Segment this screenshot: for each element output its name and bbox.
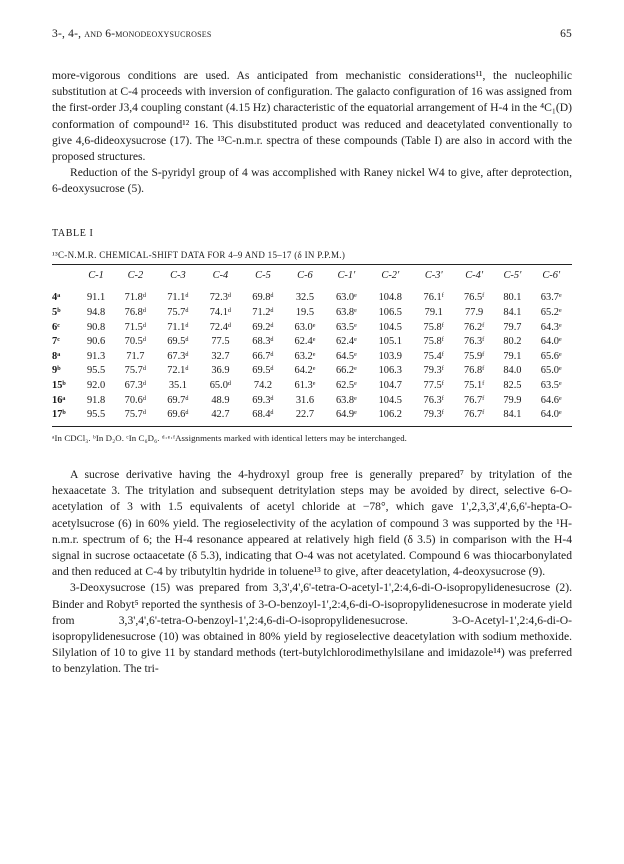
shift-cell: 63.2ᵉ (294, 350, 316, 362)
shift-cell: 70.5ᵈ (124, 336, 147, 348)
column-header: C-6 (297, 269, 313, 281)
shift-cell: 68.3ᵈ (252, 336, 274, 348)
shift-cell: 42.7 (211, 409, 230, 421)
shift-cell: 75.8ᶠ (423, 336, 444, 348)
shift-cell: 82.5 (503, 379, 522, 391)
shift-cell: 63.0ᵉ (294, 321, 316, 333)
shift-cell: 79.1 (424, 307, 443, 319)
shift-cell: 66.7ᵈ (252, 350, 274, 362)
shift-cell: 74.2 (253, 379, 273, 391)
shift-cell: 64.6ᵉ (540, 394, 562, 406)
shift-cell: 94.8 (86, 307, 106, 319)
column-header: C-4' (465, 269, 484, 281)
running-head (52, 28, 572, 46)
shift-cell: 70.6ᵈ (124, 394, 147, 406)
shift-cell: 71.5ᵈ (124, 321, 147, 333)
column-header: C-2 (127, 269, 144, 281)
compound-cell: 8ᵃ (52, 350, 61, 362)
shift-cell: 79.1 (503, 350, 522, 362)
shift-cell: 19.5 (295, 307, 315, 319)
shift-cell: 63.0ᵉ (335, 292, 357, 304)
compound-cell: 9ᵇ (52, 365, 61, 377)
shift-cell: 104.5 (378, 394, 402, 406)
shift-cell: 76.3ᶠ (463, 336, 485, 348)
table-body (52, 286, 572, 426)
shift-cell: 84.1 (503, 307, 522, 319)
shift-cell: 64.9ᵉ (335, 409, 357, 421)
shift-cell: 76.8ᵈ (124, 307, 147, 319)
shift-cell: 65.0ᵉ (540, 365, 562, 377)
shift-cell: 79.3ᶠ (423, 365, 444, 377)
column-header: C-5' (503, 269, 522, 281)
shift-cell: 84.0 (503, 365, 522, 377)
shift-cell: 75.8ᶠ (423, 321, 444, 333)
shift-cell: 67.3ᵈ (124, 379, 147, 391)
column-header: C-4 (212, 269, 229, 281)
shift-cell: 71.1ᵈ (167, 292, 189, 304)
table-row (52, 378, 572, 393)
shift-cell: 69.3ᵈ (252, 394, 274, 406)
shift-cell: 69.6ᵈ (167, 409, 189, 421)
shift-cell: 69.5ᵈ (167, 336, 189, 348)
shift-cell: 90.6 (86, 336, 106, 348)
shift-cell: 31.6 (295, 394, 315, 406)
paragraph: A sucrose derivative having the 4-hydroxyl group free is generally prepared⁷ by tritylation of the hexaacetate 3. The tritylation and subsequent detritylation steps may be avoided by direct, selective 6-O-acetylation of 3 with 1.5 equivalents of acetyl chloride at −78°, which gave 1',2,3,3',4',6,6'-hepta-O-acetylsucrose (6) in 60% yield. The regioselectivity of the acylation of compound 3 was supported by the ¹H-n.m.r. spectrum of 6; the H-4 resonance appeared at relatively high field (δ 3.5) in comparison with the H-4 signal in sucrose octaacetate (δ 5.3), indicating that O-4 was not acetylated. Compound 6 was thiocarbonylated and then reduced at C-4 by tributyltin hydride in toluene¹³ to give, after deacetylation, 4-deoxysucrose (9). (52, 467, 572, 579)
shift-cell: 48.9 (211, 394, 230, 406)
shift-cell: 63.7ᵉ (540, 292, 562, 304)
shift-cell: 106.5 (378, 307, 402, 319)
shift-cell: 75.7ᵈ (167, 307, 189, 319)
table-row (52, 320, 572, 335)
page-number: 65 (560, 28, 572, 40)
shift-cell: 104.8 (378, 292, 402, 304)
shift-cell: 84.1 (503, 409, 522, 421)
table-footnote: ᵃIn CDCl₃. ᵇIn D₂O. ᶜIn C₆D₆. ᵈ·ᵉ·ᶠAssignments marked with identical letters may be interchanged. (52, 432, 407, 443)
column-header: C-5 (255, 269, 271, 281)
shift-cell: 36.9 (211, 365, 230, 377)
table-row (52, 305, 572, 320)
shift-cell: 92.0 (86, 379, 106, 391)
shift-cell: 75.1ᶠ (463, 379, 485, 391)
column-header: C-1 (88, 269, 104, 281)
column-header: C-3 (170, 269, 186, 281)
shift-cell: 61.3ᵉ (294, 379, 316, 391)
shift-cell: 80.2 (503, 336, 522, 348)
shift-cell: 62.5ᵉ (335, 379, 357, 391)
shift-cell: 104.7 (378, 379, 402, 391)
shift-cell: 80.1 (503, 292, 522, 304)
shift-cell: 69.2ᵈ (252, 321, 274, 333)
shift-cell: 63.5ᵉ (335, 321, 357, 333)
shift-cell: 66.2ᵉ (335, 365, 357, 377)
shift-cell: 69.8ᵈ (252, 292, 274, 304)
table-row (52, 286, 572, 306)
shift-cell: 104.5 (378, 321, 402, 333)
column-header: C-3' (424, 269, 443, 281)
shift-cell: 64.0ᵉ (540, 409, 562, 421)
shift-cell: 68.4ᵈ (252, 409, 274, 421)
compound-cell: 17ᵇ (52, 409, 66, 421)
shift-cell: 74.1ᵈ (209, 307, 232, 319)
shift-cell: 79.3ᶠ (423, 409, 444, 421)
shift-cell: 62.4ᵉ (335, 336, 357, 348)
shift-cell: 76.5ᶠ (463, 292, 485, 304)
column-header-compound (52, 265, 78, 286)
shift-cell: 76.7ᶠ (463, 409, 485, 421)
shift-cell: 75.9ᶠ (463, 350, 485, 362)
compound-cell: 4ᵃ (52, 292, 61, 304)
chemical-shift-table (52, 265, 572, 426)
shift-cell: 62.4ᵉ (294, 336, 316, 348)
shift-cell: 69.7ᵈ (167, 394, 189, 406)
compound-cell: 15ᵇ (52, 379, 66, 391)
shift-cell: 91.1 (86, 292, 106, 304)
shift-cell: 64.5ᵉ (335, 350, 357, 362)
body-text (52, 467, 572, 678)
shift-cell: 76.2ᶠ (463, 321, 485, 333)
paragraph: more-vigorous conditions are used. As anticipated from mechanistic considerations¹¹, the nucleophilic substitution at C-4 proceeds with inversion of configuration. The galacto configuration of 16 was assigned from the first-order J3,4 coupling constant (4.15 Hz) characteristic of the equatorial arrangement of H-4 in the ⁴C₁(D) conformation of compound¹² 16. This disubstituted product was reduced and deacetylated conventionally to give 4,6-dideoxysucrose (17). The ¹³C-n.m.r. spectra of these compounds (Table I) are also in accord with the proposed structures. (52, 69, 572, 164)
shift-cell: 90.8 (86, 321, 106, 333)
table-label: TABLE I (52, 227, 94, 239)
shift-cell: 72.1ᵈ (167, 365, 189, 377)
shift-cell: 77.5ᶠ (423, 379, 444, 391)
shift-cell: 76.3ᶠ (423, 394, 444, 406)
shift-cell: 95.5 (86, 409, 106, 421)
shift-cell: 69.5ᵈ (252, 365, 274, 377)
shift-cell: 71.2ᵈ (252, 307, 274, 319)
shift-cell: 71.1ᵈ (167, 321, 189, 333)
shift-cell: 63.5ᵉ (540, 379, 562, 391)
shift-cell: 63.8ᵉ (335, 307, 357, 319)
paragraph: Reduction of the S-pyridyl group of 4 was accomplished with Raney nickel W4 to give, after deprotection, 6-deoxysucrose (5). (52, 166, 572, 196)
shift-cell: 91.3 (86, 350, 106, 362)
compound-cell: 7ᶜ (52, 336, 60, 348)
shift-cell: 64.2ᵉ (294, 365, 316, 377)
shift-cell: 103.9 (378, 350, 402, 362)
compound-cell: 16ᵃ (52, 394, 66, 406)
shift-cell: 75.4ᶠ (423, 350, 444, 362)
shift-cell: 76.7ᶠ (463, 394, 485, 406)
shift-cell: 76.1ᶠ (423, 292, 444, 304)
shift-cell: 22.7 (295, 409, 315, 421)
shift-cell: 91.8 (86, 394, 106, 406)
table-row (52, 349, 572, 364)
table-row (52, 393, 572, 408)
shift-cell: 105.1 (378, 336, 402, 348)
compound-cell: 6ᶜ (52, 321, 60, 333)
shift-cell: 77.9 (465, 307, 484, 319)
shift-cell: 79.9 (503, 394, 522, 406)
shift-cell: 72.4ᵈ (209, 321, 232, 333)
table-rule-bottom (52, 426, 572, 427)
shift-cell: 77.5 (211, 336, 230, 348)
shift-cell: 65.2ᵉ (540, 307, 562, 319)
shift-cell: 106.2 (378, 409, 402, 421)
shift-cell: 79.7 (503, 321, 522, 333)
table-row (52, 334, 572, 349)
column-header: C-2' (381, 269, 400, 281)
shift-cell: 76.8ᶠ (463, 365, 485, 377)
table-row (52, 364, 572, 379)
table-row (52, 407, 572, 426)
shift-cell: 75.7ᵈ (124, 409, 147, 421)
shift-cell: 106.3 (378, 365, 402, 377)
shift-cell: 35.1 (168, 379, 187, 391)
table-caption: ¹³C-N.M.R. CHEMICAL-SHIFT DATA FOR 4–9 AND 15–17 (δ IN P.P.M.) (52, 249, 346, 260)
shift-cell: 71.8ᵈ (124, 292, 147, 304)
shift-cell: 32.5 (295, 292, 315, 304)
shift-cell: 65.0ᵈ (209, 379, 232, 391)
running-title: 3-, 4-, and 6-monodeoxysucroses (52, 28, 212, 40)
paragraph: 3-Deoxysucrose (15) was prepared from 3,3',4',6'-tetra-O-acetyl-1',2:4,6-di-O-isopropylidenesucrose (2). Binder and Robyt⁵ reported the synthesis of 3-O-benzoyl-1',2:4,6-di-O-isopropylidenesucrose in moderate yield from 3,3',4',6'-tetra-O-benzoyl-1',2:4,6-di-O-isopropylidenesucrose. 3-O-Acetyl-1',2:4,6-di-O-isopropylidenesucrose (10) was obtained in 80% yield by regioselective deacetylation with sodium methoxide. Silylation of 10 to give 11 by standard methods (tert-butylchlorodimethylsilane and imidazole¹⁴) was preferred to benzylation. The tri- (52, 581, 572, 676)
intro-text (52, 68, 572, 198)
journal-page (52, 28, 572, 678)
shift-cell: 71.7 (126, 350, 145, 362)
shift-cell: 72.3ᵈ (209, 292, 232, 304)
table-header-row (52, 265, 572, 286)
shift-cell: 95.5 (86, 365, 106, 377)
shift-cell: 64.0ᵉ (540, 336, 562, 348)
shift-cell: 67.3ᵈ (167, 350, 189, 362)
shift-cell: 64.3ᵉ (540, 321, 562, 333)
column-header: C-6' (542, 269, 561, 281)
shift-cell: 65.6ᵉ (540, 350, 562, 362)
column-header: C-1' (337, 269, 356, 281)
compound-cell: 5ᵇ (52, 307, 61, 319)
shift-cell: 32.7 (211, 350, 230, 362)
shift-cell: 75.7ᵈ (124, 365, 147, 377)
shift-cell: 63.8ᵉ (335, 394, 357, 406)
